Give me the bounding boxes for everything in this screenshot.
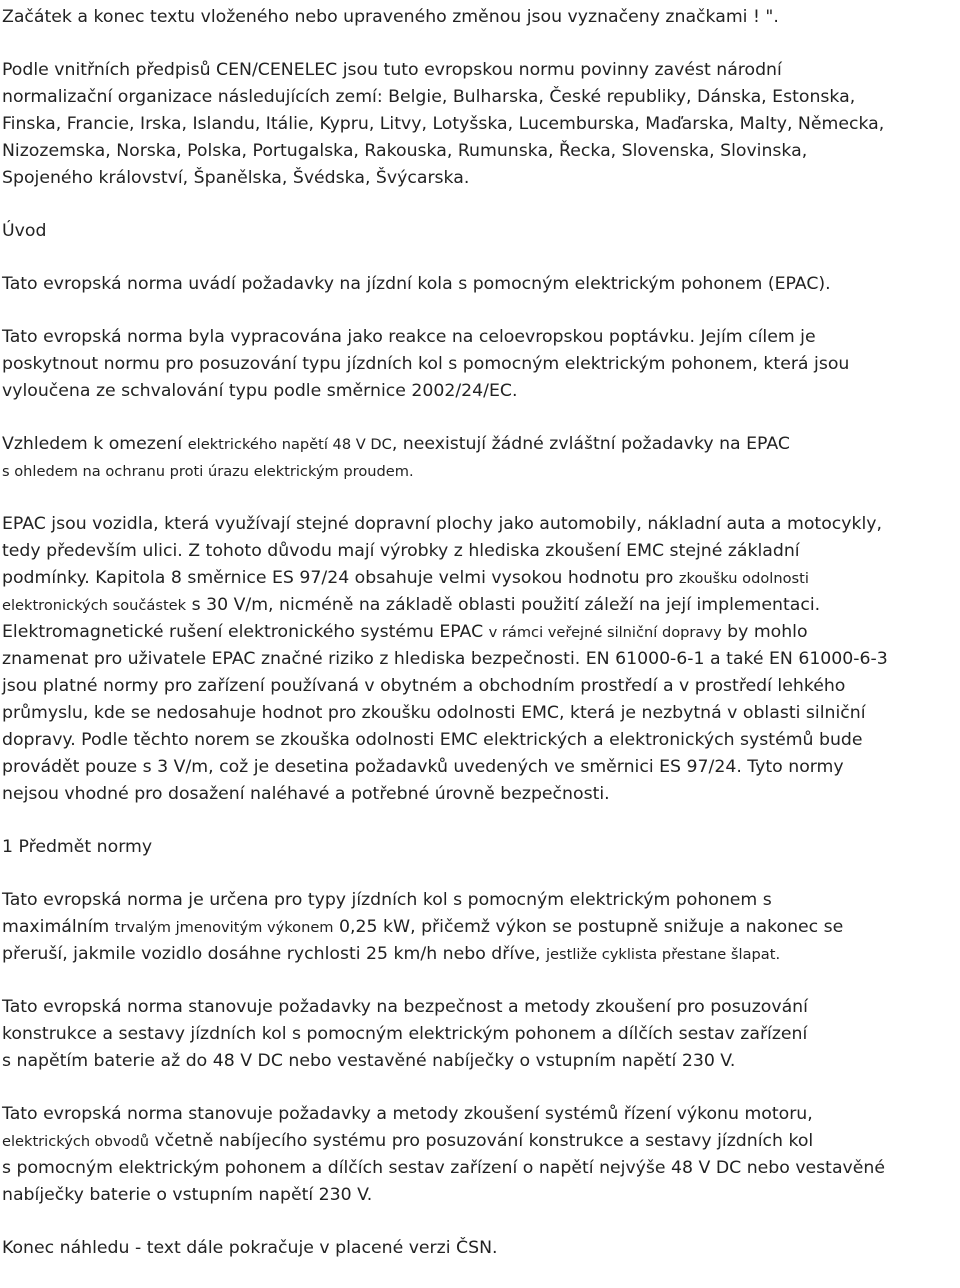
text-run-small: v rámci veřejné silniční dopravy [488,624,722,641]
text-run-small: elektronických součástek [2,597,187,614]
text-run: včetně nabíjecího systému pro posuzování konstrukce a sestavy jízdních kol [149,1131,814,1151]
text-run-small: elektrických obvodů [2,1133,150,1150]
text-line: Tato evropská norma je určena pro typy jízdních kol s pomocným elektrickým pohonem s [2,890,772,910]
text-line: Podle vnitřních předpisů CEN/CENELEC jsou tuto evropskou normu povinny zavést národní [2,60,782,80]
scope-paragraph-2 [2,994,960,1075]
scope-heading: 1 Předmět normy [2,837,153,857]
text-run: s 30 V/m, nicméně na základě oblasti použití záleží na její implementaci. [186,595,821,615]
preview-end-note: Konec náhledu - text dále pokračuje v placené verzi ČSN. [2,1238,498,1258]
text-run: maximálním [2,917,115,937]
scope-paragraph-1 [2,887,960,968]
text-line: znamenat pro uživatele EPAC značné riziko z hlediska bezpečnosti. EN 61000-6-1 a také EN 61000-6-3 [2,649,888,669]
intro-paragraph-4 [2,511,960,808]
text-line [2,431,960,458]
member-countries-paragraph [2,57,960,192]
amendment-notice: Začátek a konec textu vloženého nebo upraveného změnou jsou vyznačeny značkami ! ". [2,7,779,27]
text-line: průmyslu, kde se nedosahuje hodnot pro zkoušku odolnosti EMC, která je nezbytná v oblasti silniční [2,703,866,723]
text-run: by mohlo [721,622,808,642]
text-run-small: trvalým jmenovitým výkonem [114,919,334,936]
text-run: 0,25 kW, přičemž výkon se postupně snižuje a nakonec se [333,917,844,937]
text-run: Elektromagnetické rušení elektronického systému EPAC [2,622,489,642]
text-line: dopravy. Podle těchto norem se zkouška odolnosti EMC elektrických a elektronických systémů bude [2,730,863,750]
text-line: Nizozemska, Norska, Polska, Portugalska, Rakouska, Rumunska, Řecka, Slovenska, Slovinska, [2,141,808,161]
text-line: normalizační organizace následujících zemí: Belgie, Bulharska, České republiky, Dánska, Estonska, [2,87,856,107]
text-run: , neexistují žádné zvláštní požadavky na EPAC [391,434,790,454]
text-line [2,592,960,619]
text-line: nejsou vhodné pro dosažení naléhavé a potřebné úrovně bezpečnosti. [2,784,610,804]
text-run-small: zkoušku odolnosti [678,570,809,587]
text-line: Finska, Francie, Irska, Islandu, Itálie, Kypru, Litvy, Lotyšska, Lucemburska, Maďarska, Malty, Německa, [2,114,885,134]
scope-paragraph-3 [2,1101,960,1209]
text-run: podmínky. Kapitola 8 směrnice ES 97/24 obsahuje velmi vysokou hodnotu pro [2,568,679,588]
text-run: Vzhledem k omezení [2,434,188,454]
text-line [2,941,960,968]
text-line: jsou platné normy pro zařízení používaná v obytném a obchodním prostředí a v prostředí lehkého [2,676,846,696]
intro-paragraph-2 [2,324,960,405]
text-line [2,565,960,592]
text-line: Tato evropská norma stanovuje požadavky a metody zkoušení systémů řízení výkonu motoru, [2,1104,813,1124]
text-line: poskytnout normu pro posuzování typu jízdních kol s pomocným elektrickým pohonem, která jsou [2,354,850,374]
text-line: Spojeného království, Španělska, Švédska, Švýcarska. [2,168,470,188]
intro-heading: Úvod [2,221,47,241]
intro-paragraph-1: Tato evropská norma uvádí požadavky na jízdní kola s pomocným elektrickým pohonem (EPAC). [2,274,831,294]
text-line [2,619,960,646]
text-run-small: elektrického napětí 48 V DC [187,436,392,453]
text-run: přeruší, jakmile vozidlo dosáhne rychlosti 25 km/h nebo dříve, [2,944,546,964]
text-line: tedy především ulici. Z tohoto důvodu mají výrobky z hlediska zkoušení EMC stejné základní [2,541,800,561]
text-line: Tato evropská norma byla vypracována jako reakce na celoevropskou poptávku. Jejím cílem je [2,327,816,347]
text-line: provádět pouze s 3 V/m, což je desetina požadavků uvedených ve směrnici ES 97/24. Tyto normy [2,757,844,777]
text-line: EPAC jsou vozidla, která využívají stejné dopravní plochy jako automobily, nákladní auta a motocykly, [2,514,883,534]
intro-paragraph-3 [2,431,960,485]
text-line [2,1128,960,1155]
text-line: Tato evropská norma stanovuje požadavky na bezpečnost a metody zkoušení pro posuzování [2,997,808,1017]
text-run-small: jestliže cyklista přestane šlapat. [545,946,781,963]
text-line: s napětím baterie až do 48 V DC nebo vestavěné nabíječky o vstupním napětí 230 V. [2,1051,736,1071]
text-line: s pomocným elektrickým pohonem a dílčích sestav zařízení o napětí nejvýše 48 V DC nebo vestavěné [2,1158,885,1178]
text-line [2,914,960,941]
text-line: nabíječky baterie o vstupním napětí 230 V. [2,1185,373,1205]
text-line: konstrukce a sestavy jízdních kol s pomocným elektrickým pohonem a dílčích sestav zařízení [2,1024,808,1044]
text-line-small: s ohledem na ochranu proti úrazu elektrickým proudem. [2,463,414,480]
text-line: vyloučena ze schvalování typu podle směrnice 2002/24/EC. [2,381,518,401]
